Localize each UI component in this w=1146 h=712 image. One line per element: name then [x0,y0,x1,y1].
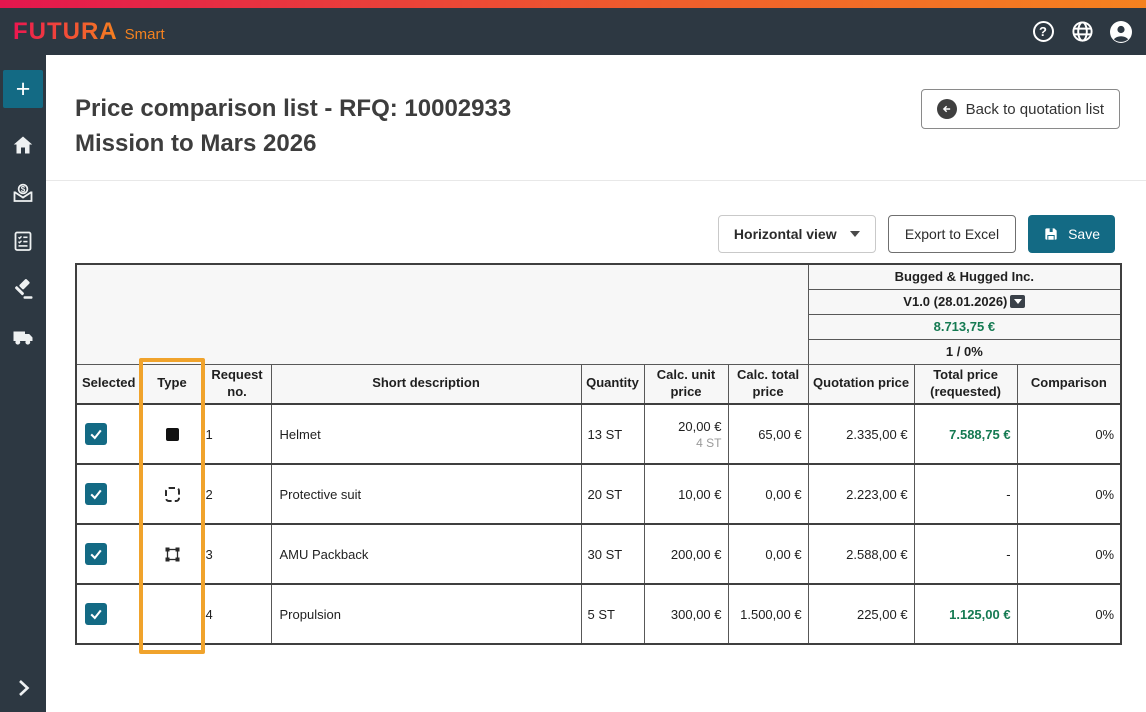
floppy-disk-icon [1043,226,1059,242]
col-header-selected: Selected [76,364,141,404]
calc-total-price: 1.500,00 € [728,584,808,644]
svg-text:$: $ [20,184,26,194]
comparison: 0% [1017,584,1121,644]
type-empty-cell [141,584,203,644]
arrow-left-icon [937,99,957,119]
sidebar [0,55,46,712]
table-row [76,404,1121,464]
calc-total-price: 65,00 € [728,404,808,464]
col-header-total-price-requested: Total price (requested) [914,364,1017,404]
view-mode-value: Horizontal view [733,226,837,242]
price-comparison-table [75,263,1122,645]
calc-unit-price: 300,00 € [644,584,728,644]
quantity: 20 ST [581,464,644,524]
check-icon [88,486,104,502]
check-icon [88,606,104,622]
type-corner-square-icon [164,546,181,563]
view-mode-select[interactable] [718,215,876,253]
calc-total-price: 0,00 € [728,464,808,524]
app-header [0,8,1146,55]
supplier-name: Bugged & Hugged Inc. [808,264,1121,289]
version-dropdown-button[interactable] [1010,295,1025,308]
brand-gradient-strip [0,0,1146,8]
main-content [46,55,1146,712]
supplier-ratio: 1 / 0% [808,339,1121,364]
col-header-calc-unit-price: Calc. unit price [644,364,728,404]
truck-icon [11,325,35,349]
calc-unit-price: 10,00 € [644,464,728,524]
back-button-label: Back to quotation list [965,100,1104,118]
col-header-comparison: Comparison [1017,364,1121,404]
short-description: Propulsion [271,584,581,644]
request-no: 3 [203,524,271,584]
account-icon[interactable] [1109,20,1133,44]
page-title-line1: Price comparison list - RFQ: 10002933 [75,95,512,122]
sidebar-expand-button[interactable] [11,676,35,700]
back-to-quotation-list-button[interactable] [921,89,1120,129]
quotation-price: 225,00 € [808,584,914,644]
toolbar [718,215,1115,253]
short-description: AMU Packback [271,524,581,584]
check-icon [88,546,104,562]
quantity: 30 ST [581,524,644,584]
quantity: 13 ST [581,404,644,464]
request-no: 1 [203,404,271,464]
table-row [76,584,1121,644]
help-icon[interactable]: ? [1031,20,1055,44]
quotation-price: 2.335,00 € [808,404,914,464]
col-header-short-description: Short description [271,364,581,404]
app-logo [13,18,165,46]
gavel-icon [11,277,35,301]
calc-unit-price-sub: 4 ST [696,435,722,450]
row-checkbox[interactable] [85,603,107,625]
globe-icon[interactable] [1070,20,1094,44]
home-icon [11,133,35,157]
comparison: 0% [1017,524,1121,584]
comparison: 0% [1017,404,1121,464]
sidebar-item-delivery[interactable] [11,325,35,349]
chevron-down-icon [1014,299,1022,304]
envelope-money-icon [11,181,35,205]
quotation-price: 2.588,00 € [808,524,914,584]
table-blank-corner [76,264,808,364]
section-divider [46,180,1146,181]
sidebar-item-request-list[interactable] [11,229,35,253]
supplier-version: V1.0 (28.01.2026) [903,294,1008,309]
row-checkbox[interactable] [85,423,107,445]
export-to-excel-button[interactable]: Export to Excel [888,215,1016,253]
check-icon [88,426,104,442]
col-header-request-no: Request no. [203,364,271,404]
request-no: 2 [203,464,271,524]
short-description: Protective suit [271,464,581,524]
supplier-total: 8.713,75 € [808,314,1121,339]
supplier-version-cell [808,289,1121,314]
sidebar-item-quotations[interactable] [11,181,35,205]
logo-smart: Smart [124,25,165,43]
total-price-requested: - [914,524,1017,584]
short-description: Helmet [271,404,581,464]
comparison: 0% [1017,464,1121,524]
page-title [75,91,715,161]
page-title-line2: Mission to Mars 2026 [75,130,317,157]
logo-futura: FUTURA [13,17,118,45]
total-price-requested: - [914,464,1017,524]
col-header-quotation-price: Quotation price [808,364,914,404]
row-checkbox[interactable] [85,483,107,505]
quantity: 5 ST [581,584,644,644]
calc-unit-price: 20,00 € 4 ST [644,404,728,464]
col-header-type: Type [141,364,203,404]
total-price-requested: 7.588,75 € [914,404,1017,464]
sidebar-item-home[interactable] [11,133,35,157]
col-header-quantity: Quantity [581,364,644,404]
checklist-icon [11,229,35,253]
calc-unit-price: 200,00 € [644,524,728,584]
plus-icon: + [15,74,31,103]
add-button[interactable] [3,70,43,108]
row-checkbox[interactable] [85,543,107,565]
quotation-price: 2.223,00 € [808,464,914,524]
total-price-requested: 1.125,00 € [914,584,1017,644]
table-row [76,524,1121,584]
sidebar-item-auction[interactable] [11,277,35,301]
chevron-right-icon [11,676,35,700]
request-no: 4 [203,584,271,644]
col-header-calc-total-price: Calc. total price [728,364,808,404]
calc-total-price: 0,00 € [728,524,808,584]
chevron-down-icon [850,231,860,237]
table-row [76,464,1121,524]
type-dashed-square-icon [165,487,180,502]
type-filled-square-icon [166,428,179,441]
save-button[interactable]: Save [1028,215,1115,253]
